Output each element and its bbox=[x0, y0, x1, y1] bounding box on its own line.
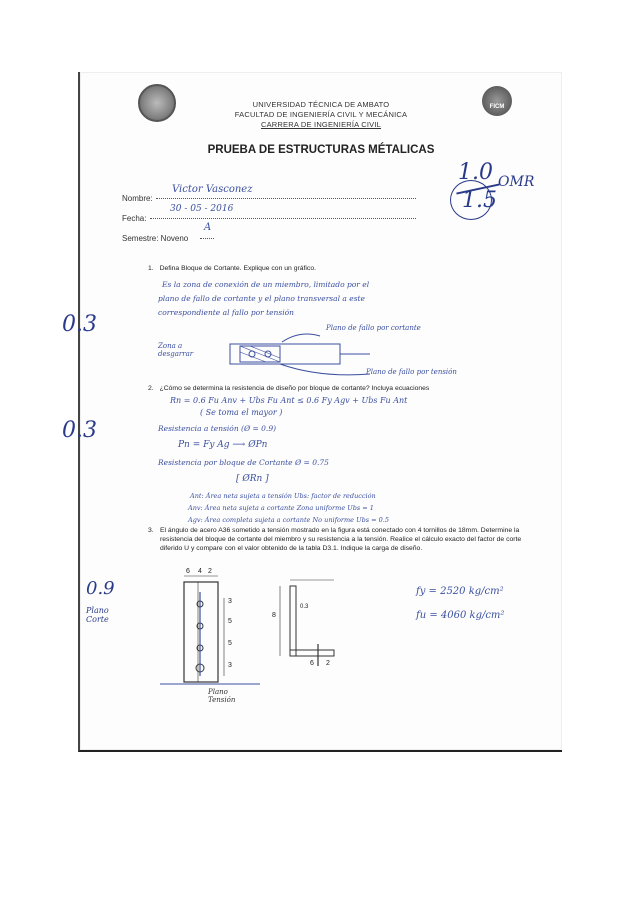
ficm-logo-text: FICM bbox=[489, 104, 505, 110]
q3-dim-3b: 3 bbox=[228, 662, 232, 669]
question-3-score: 0.9 bbox=[86, 578, 115, 599]
q3-prop-fu: fu = 4060 kg/cm² bbox=[416, 610, 505, 621]
q3-dim-2: 2 bbox=[208, 568, 212, 575]
question-1-text: Defina Bloque de Cortante. Explique con un gráfico. bbox=[159, 265, 316, 272]
q3-dim-4: 4 bbox=[198, 568, 202, 575]
q2-answer-line-3: Resistencia a tensión (Ø = 0.9) bbox=[158, 424, 277, 433]
q3-dim-5b: 5 bbox=[228, 640, 232, 647]
nombre-value: Victor Vasconez bbox=[172, 184, 253, 195]
q3-side-label-2: Plano Tensión bbox=[208, 688, 236, 704]
question-2-text: ¿Cómo se determina la resistencia de diseño por bloque de cortante? Incluya ecuaciones bbox=[159, 385, 430, 392]
q2-answer-line-9: Agv: Área completa sujeta a cortante No uniforme Ubs = 0.5 bbox=[188, 516, 389, 524]
q2-answer-line-1: Rn = 0.6 Fu Anv + Ubs Fu Ant ≤ 0.6 Fy Agv + Ubs Fu Ant bbox=[170, 396, 408, 405]
q2-answer-line-7: Ant: Área neta sujeta a tensión Ubs: factor de reducción bbox=[190, 492, 376, 500]
question-3-number: 3. bbox=[148, 527, 154, 534]
fecha-label: Fecha: bbox=[122, 214, 147, 223]
grade-bottom: 1.5 bbox=[462, 188, 497, 213]
exam-sheet bbox=[62, 72, 562, 752]
q2-answer-line-8: Anv: Área neta sujeta a cortante Zona uniforme Ubs = 1 bbox=[188, 504, 374, 512]
career-name: CARRERA DE INGENIERÍA CIVIL bbox=[260, 120, 381, 129]
q1-label-zona: Zona a desgarrar bbox=[158, 342, 194, 358]
q3-dim-3a: 3 bbox=[228, 598, 232, 605]
q1-label-cortante: Plano de fallo por cortante bbox=[326, 324, 421, 332]
nombre-label: Nombre: bbox=[122, 194, 153, 203]
grade-circle bbox=[450, 180, 492, 220]
semestre-row bbox=[122, 222, 322, 243]
grade-box bbox=[452, 160, 535, 220]
faculty-name: FACULTAD DE INGENIERÍA CIVIL Y MECÁNICA bbox=[234, 110, 408, 119]
grade-top: 1.0 bbox=[458, 160, 493, 185]
question-3-text: El ángulo de acero A36 sometido a tensión mostrado en la figura está conectado con 4 tornillos de 18mm. Determine la resistencia del bloque de cortante del miembro y su resistencia a la tensión. Realice el cálculo exacto del factor de corte diferido U y compare con el valor obtenido de la tabla D3.1. Indique la carga de diseño. bbox=[160, 527, 522, 552]
semestre-label: Semestre: Noveno bbox=[122, 234, 189, 243]
q2-answer-line-5: Resistencia por bloque de Cortante Ø = 0.75 bbox=[158, 458, 329, 467]
nombre-row bbox=[122, 184, 422, 203]
q3-dim-8a: 8 bbox=[272, 612, 276, 619]
exam-title: PRUEBA DE ESTRUCTURAS MÉTALICAS bbox=[207, 144, 435, 156]
q1-answer-line-3: correspondiente al fallo por tensión bbox=[158, 308, 294, 317]
question-2-number: 2. bbox=[148, 385, 154, 392]
q3-prop-fy: fy = 2520 kg/cm² bbox=[416, 586, 504, 597]
q3-dim-6b: 6 bbox=[310, 660, 314, 667]
q3-dim-5a: 5 bbox=[228, 618, 232, 625]
fecha-value: 30 - 05 - 2016 bbox=[170, 204, 234, 214]
university-name: UNIVERSIDAD TÉCNICA DE AMBATO bbox=[252, 100, 390, 109]
q1-answer-line-2: plano de fallo de cortante y el plano transversal a este bbox=[158, 294, 365, 303]
q1-label-tension: Plano de fallo por tensión bbox=[366, 368, 457, 376]
question-3 bbox=[148, 526, 528, 553]
q3-side-label-1: Plano Corte bbox=[86, 606, 109, 624]
q3-dim-2b: 2 bbox=[326, 660, 330, 667]
q2-answer-line-6: [ ØRn ] bbox=[236, 474, 269, 484]
question-1-score: 0.3 bbox=[62, 312, 97, 337]
fecha-row bbox=[122, 204, 422, 223]
q3-dim-6: 6 bbox=[186, 568, 190, 575]
question-1 bbox=[148, 264, 528, 273]
q3-dim-03: 0.3 bbox=[300, 604, 309, 610]
q2-answer-line-2: ( Se toma el mayor ) bbox=[200, 408, 283, 417]
semestre-value: A bbox=[204, 222, 212, 233]
question-2 bbox=[148, 384, 548, 393]
q2-answer-line-4: Pn = Fy Ag ⟶ ØPn bbox=[178, 440, 268, 450]
question-1-number: 1. bbox=[148, 265, 154, 272]
grader-initials: OMR bbox=[498, 174, 535, 190]
q3-figure bbox=[140, 572, 340, 702]
q1-answer-line-1: Es la zona de conexión de un miembro, limitado por el bbox=[162, 280, 370, 289]
question-2-score: 0.3 bbox=[62, 418, 97, 443]
